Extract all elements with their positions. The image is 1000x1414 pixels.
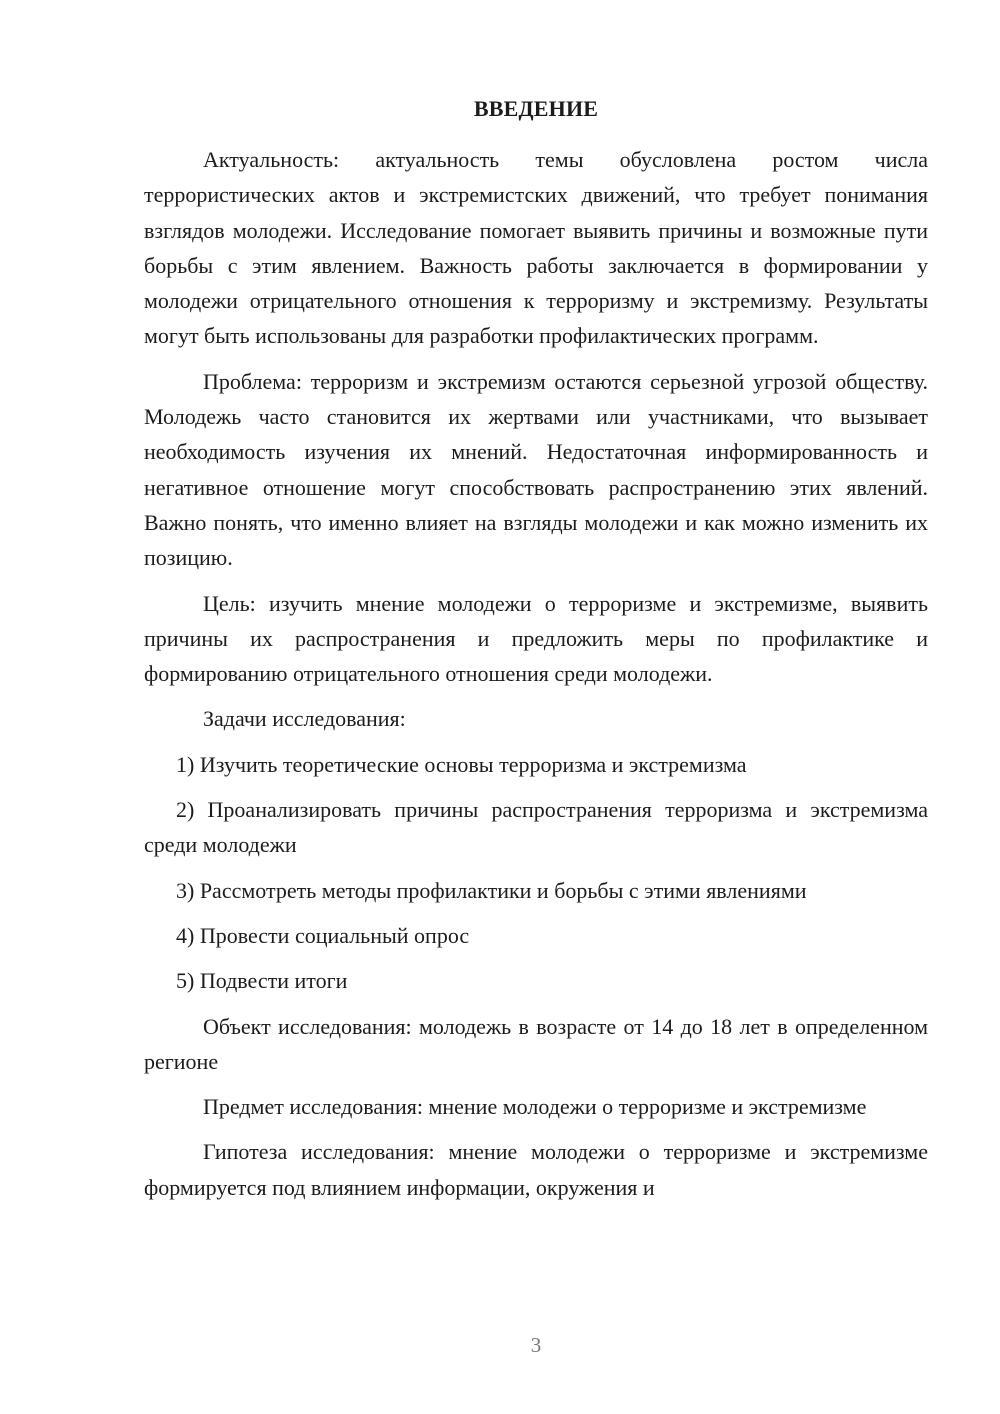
- document-body: [144, 142, 928, 1215]
- list-item: 2) Проанализировать причины распространения терроризма и экстремизма среди молодежи: [144, 797, 928, 858]
- list-item: 1) Изучить теоретические основы терроризма и экстремизма: [176, 751, 747, 777]
- paragraph-goal: Цель: изучить мнение молодежи о терроризме и экстремизме, выявить причины их распространения и предложить меры по профилактике и формированию отрицательного отношения среди молодежи.: [144, 590, 928, 687]
- paragraph-object: Объект исследования: молодежь в возрасте от 14 до 18 лет в определенном регионе: [144, 1013, 928, 1074]
- list-item: 3) Рассмотреть методы профилактики и борьбы с этими явлениями: [176, 877, 807, 903]
- paragraph-hypothesis: Гипотеза исследования: мнение молодежи о терроризме и экстремизме формируется под влиянием информации, окружения и: [144, 1139, 928, 1200]
- tasks-heading: Задачи исследования:: [203, 706, 406, 732]
- paragraph-problem: Проблема: терроризм и экстремизм остаются серьезной угрозой обществу. Молодежь часто становится их жертвами или участниками, что вызывает необходимость изучения их мнений. Недостаточная информированность и негативное отношение могут способствовать распространению этих явлений. Важно понять, что именно влияет на взгляды молодежи и как можно изменить их позицию.: [144, 368, 928, 571]
- section-heading: ВВЕДЕНИЕ: [473, 96, 599, 121]
- paragraph-relevance: Актуальность: актуальность темы обусловлена ростом числа террористических актов и экстремистских движений, что требует понимания взглядов молодежи. Исследование помогает выявить причины и возможные пути борьбы с этим явлением. Важность работы заключается в формировании у молодежи отрицательного отношения к терроризму и экстремизму. Результаты могут быть использованы для разработки профилактических программ.: [144, 147, 928, 349]
- page-number: 3: [530, 1333, 542, 1357]
- list-item: 5) Подвести итоги: [176, 968, 348, 994]
- paragraph-subject: Предмет исследования: мнение молодежи о терроризме и экстремизме: [203, 1094, 867, 1120]
- list-item: 4) Провести социальный опрос: [176, 922, 470, 948]
